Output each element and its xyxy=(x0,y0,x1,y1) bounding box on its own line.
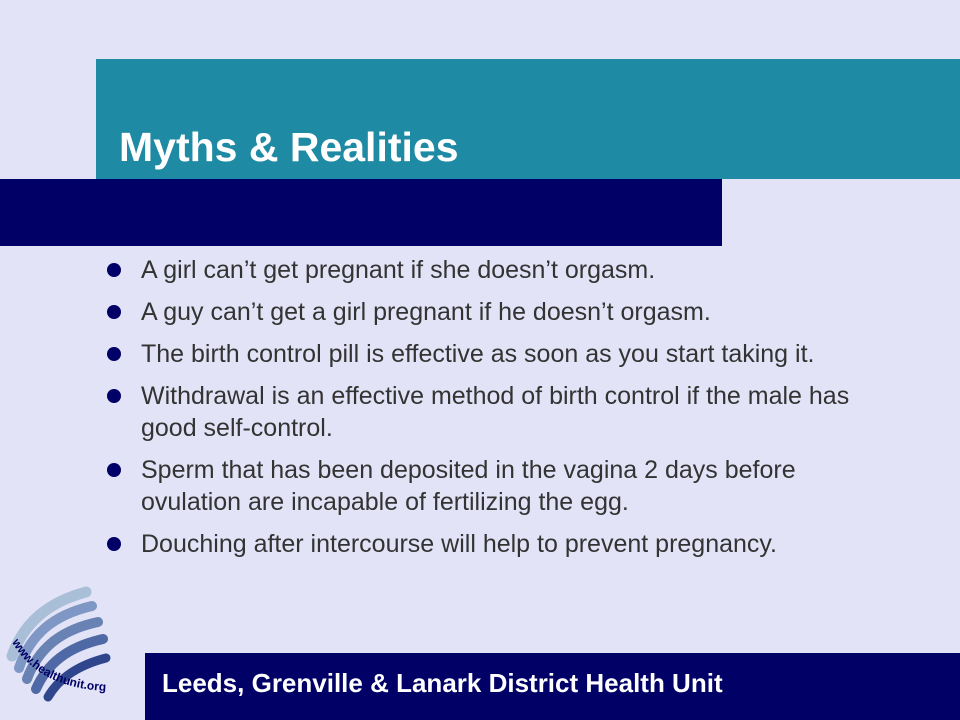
bullet-icon xyxy=(107,389,121,403)
list-item xyxy=(107,338,897,370)
bullet-icon xyxy=(107,463,121,477)
bullet-icon xyxy=(107,263,121,277)
title-underline-band xyxy=(0,179,722,246)
list-item-text: The birth control pill is effective as soon as you start taking it. xyxy=(141,340,815,368)
list-item xyxy=(107,296,897,328)
list-item-text: Withdrawal is an effective method of birth control if the male has good self-control. xyxy=(141,382,850,442)
myths-list xyxy=(107,254,897,570)
footer-bar xyxy=(145,653,960,720)
bullet-icon xyxy=(107,305,121,319)
health-unit-logo xyxy=(0,580,145,720)
list-item xyxy=(107,254,897,286)
list-item xyxy=(107,454,897,518)
logo-url-text: www.healthunit.org xyxy=(9,636,107,694)
list-item-text: A girl can’t get pregnant if she doesn’t orgasm. xyxy=(141,256,656,284)
list-item-text: A guy can’t get a girl pregnant if he doesn’t orgasm. xyxy=(141,298,711,326)
list-item-text: Douching after intercourse will help to prevent pregnancy. xyxy=(141,530,777,558)
slide-title: Myths & Realities xyxy=(119,124,459,170)
list-item xyxy=(107,380,897,444)
bullet-icon xyxy=(107,347,121,361)
organization-name: Leeds, Grenville & Lanark District Health Unit xyxy=(162,668,723,698)
bullet-icon xyxy=(107,537,121,551)
list-item xyxy=(107,528,897,560)
list-item-text: Sperm that has been deposited in the vagina 2 days before ovulation are incapable of fertilizing the egg. xyxy=(141,456,796,516)
